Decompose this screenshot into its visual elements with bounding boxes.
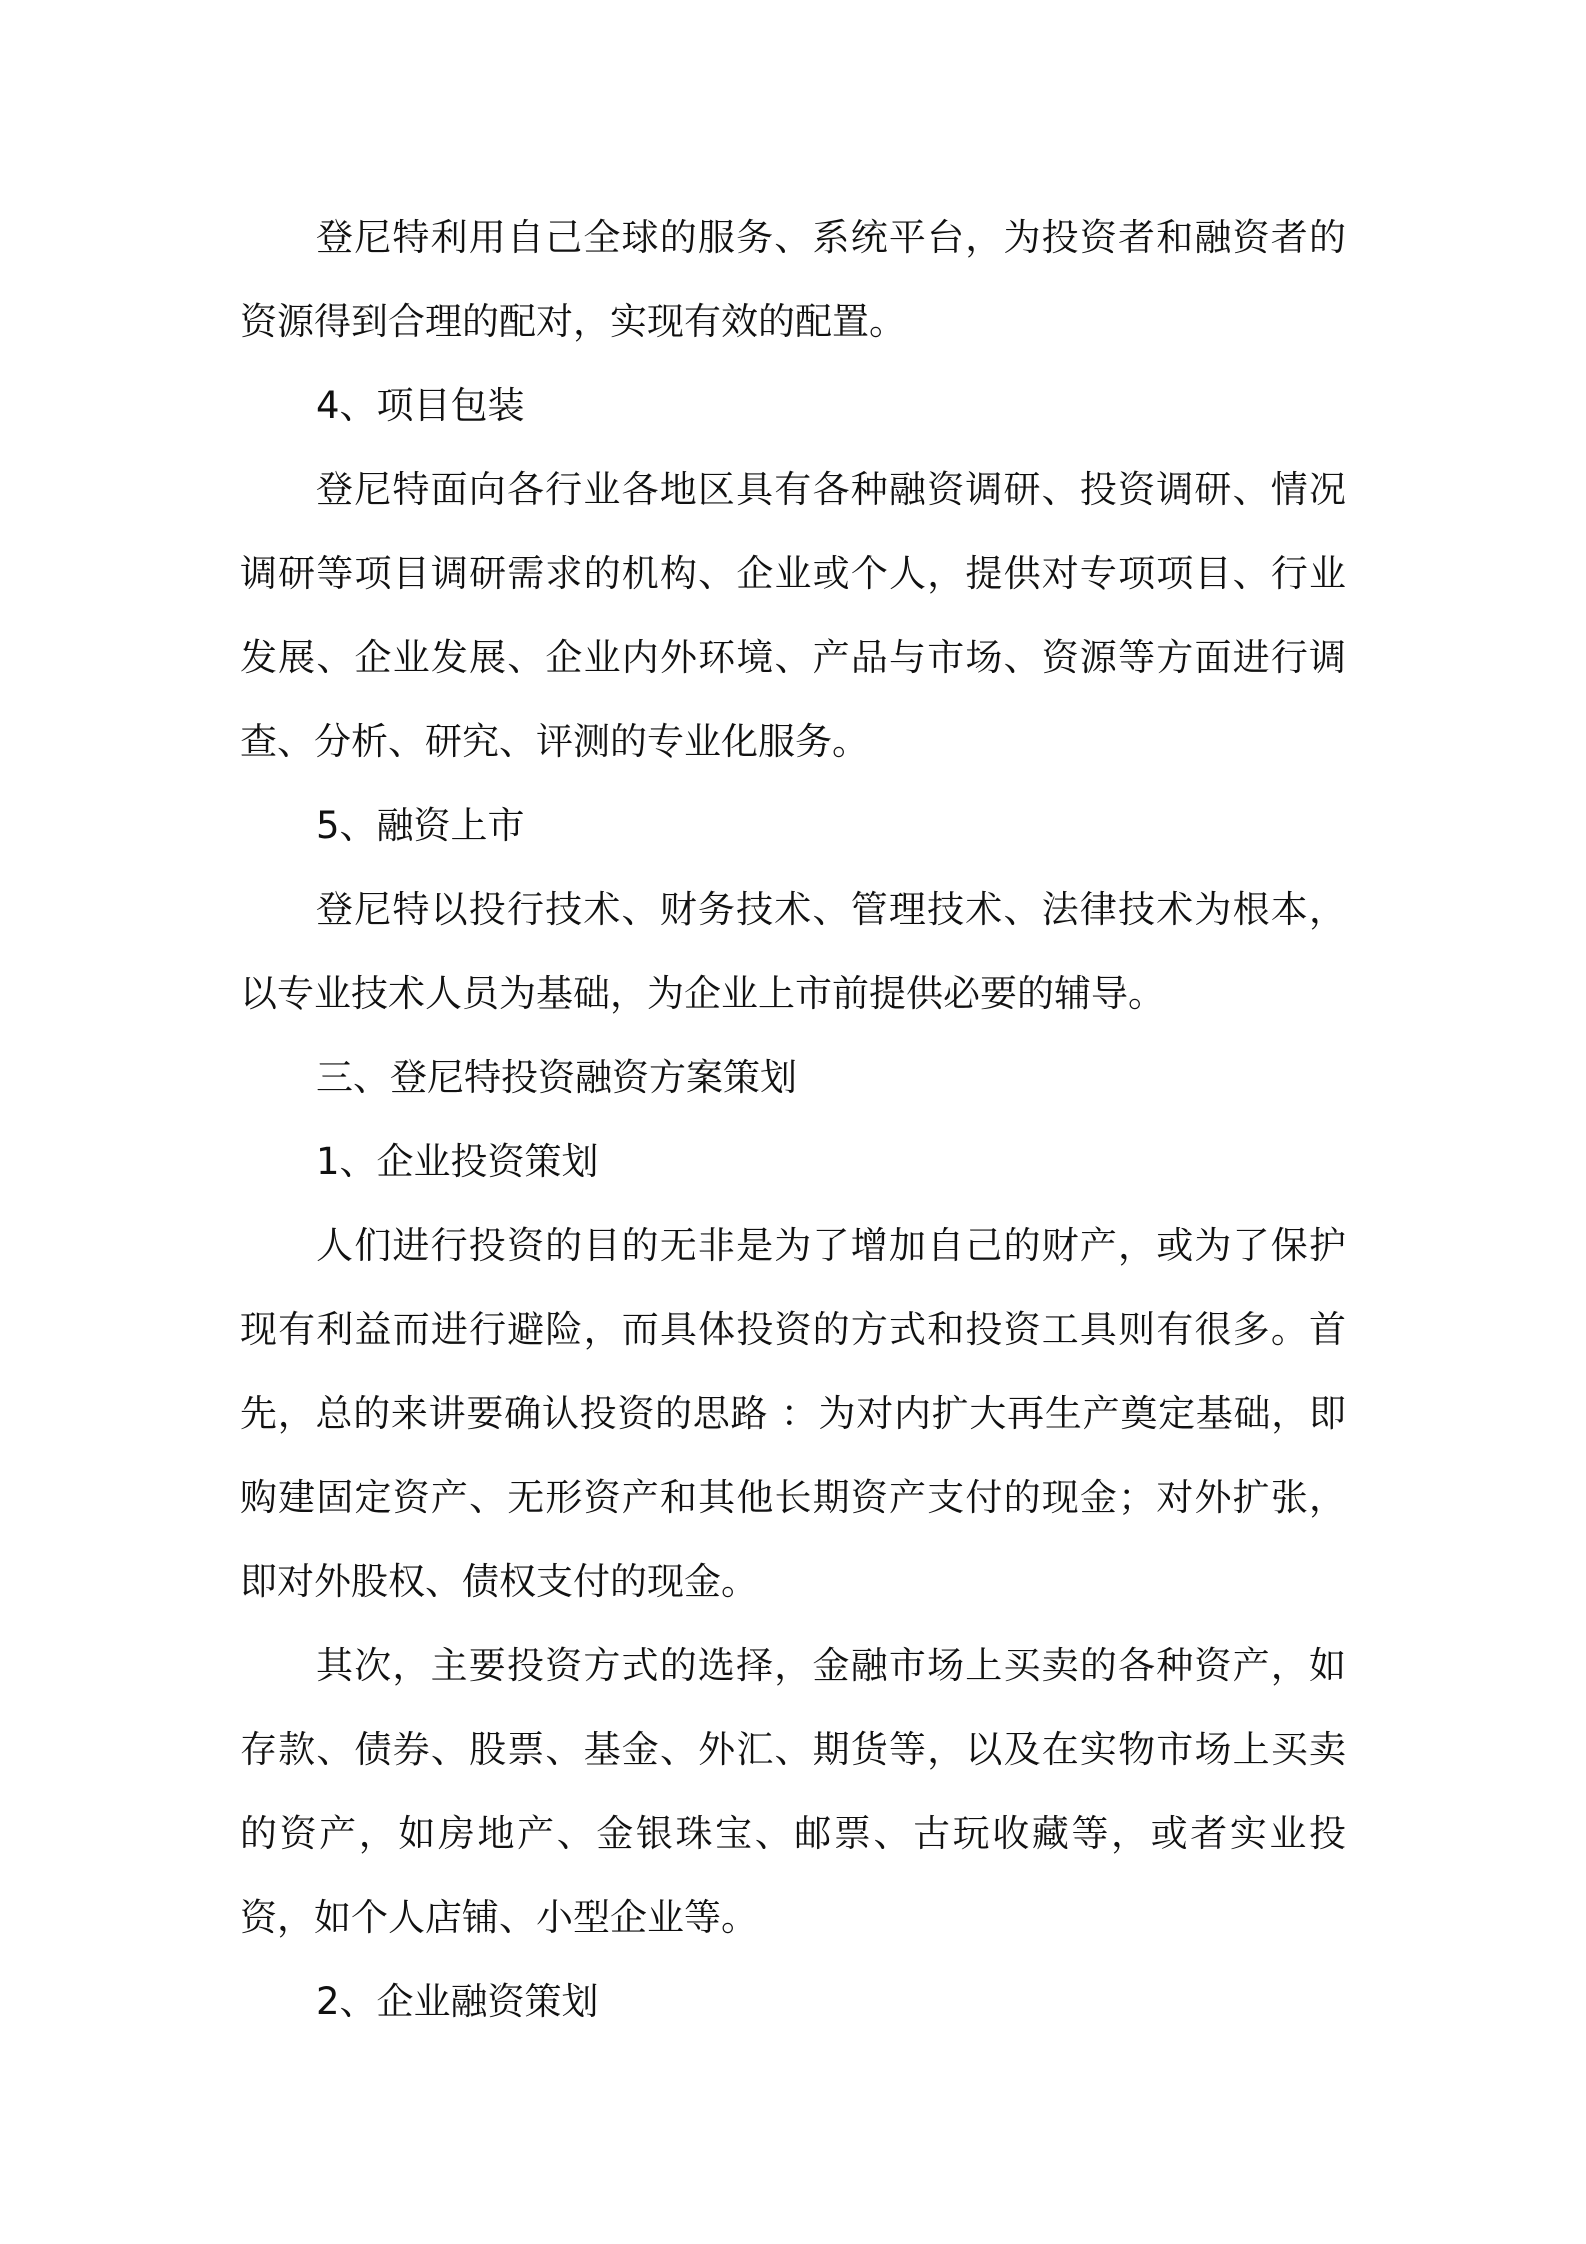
heading-project-packaging: 4、项目包装 — [316, 384, 525, 427]
heading-investment-planning: 1、企业投资策划 — [316, 1140, 599, 1183]
paragraph-project-packaging: 登尼特面向各行业各地区具有各种融资调研、投资调研、情况调研等项目调研需求的机构、企业或个人，提供对专项项目、行业发展、企业发展、企业内外环境、产品与市场、资源等方面进行调查、分析、研究、评测的专业化服务。 — [240, 468, 1346, 763]
paragraph-allocation: 登尼特利用自己全球的服务、系统平台，为投资者和融资者的资源得到合理的配对，实现有效的配置。 — [240, 216, 1346, 343]
heading-section-three: 三、登尼特投资融资方案策划 — [316, 1056, 797, 1099]
heading-financing-planning: 2、企业融资策划 — [316, 1980, 599, 2023]
paragraph-financing-listing: 登尼特以投行技术、财务技术、管理技术、法律技术为根本，以专业技术人员为基础，为企业上市前提供必要的辅导。 — [240, 888, 1346, 1015]
paragraph-investment-purpose: 人们进行投资的目的无非是为了增加自己的财产，或为了保护现有利益而进行避险，而具体投资的方式和投资工具则有很多。首先，总的来讲要确认投资的思路 ：为对内扩大再生产奠定基础，即购建固定资产、无形资产和其他长期资产支付的现金；对外扩张，即对外股权、债权支付的现金。 — [240, 1224, 1346, 1603]
paragraph-investment-methods: 其次，主要投资方式的选择，金融市场上买卖的各种资产，如存款、债券、股票、基金、外汇、期货等，以及在实物市场上买卖的资产，如房地产、金银珠宝、邮票、古玩收藏等，或者实业投资，如个人店铺、小型企业等。 — [240, 1644, 1346, 1939]
heading-financing-listing: 5、融资上市 — [316, 804, 525, 847]
